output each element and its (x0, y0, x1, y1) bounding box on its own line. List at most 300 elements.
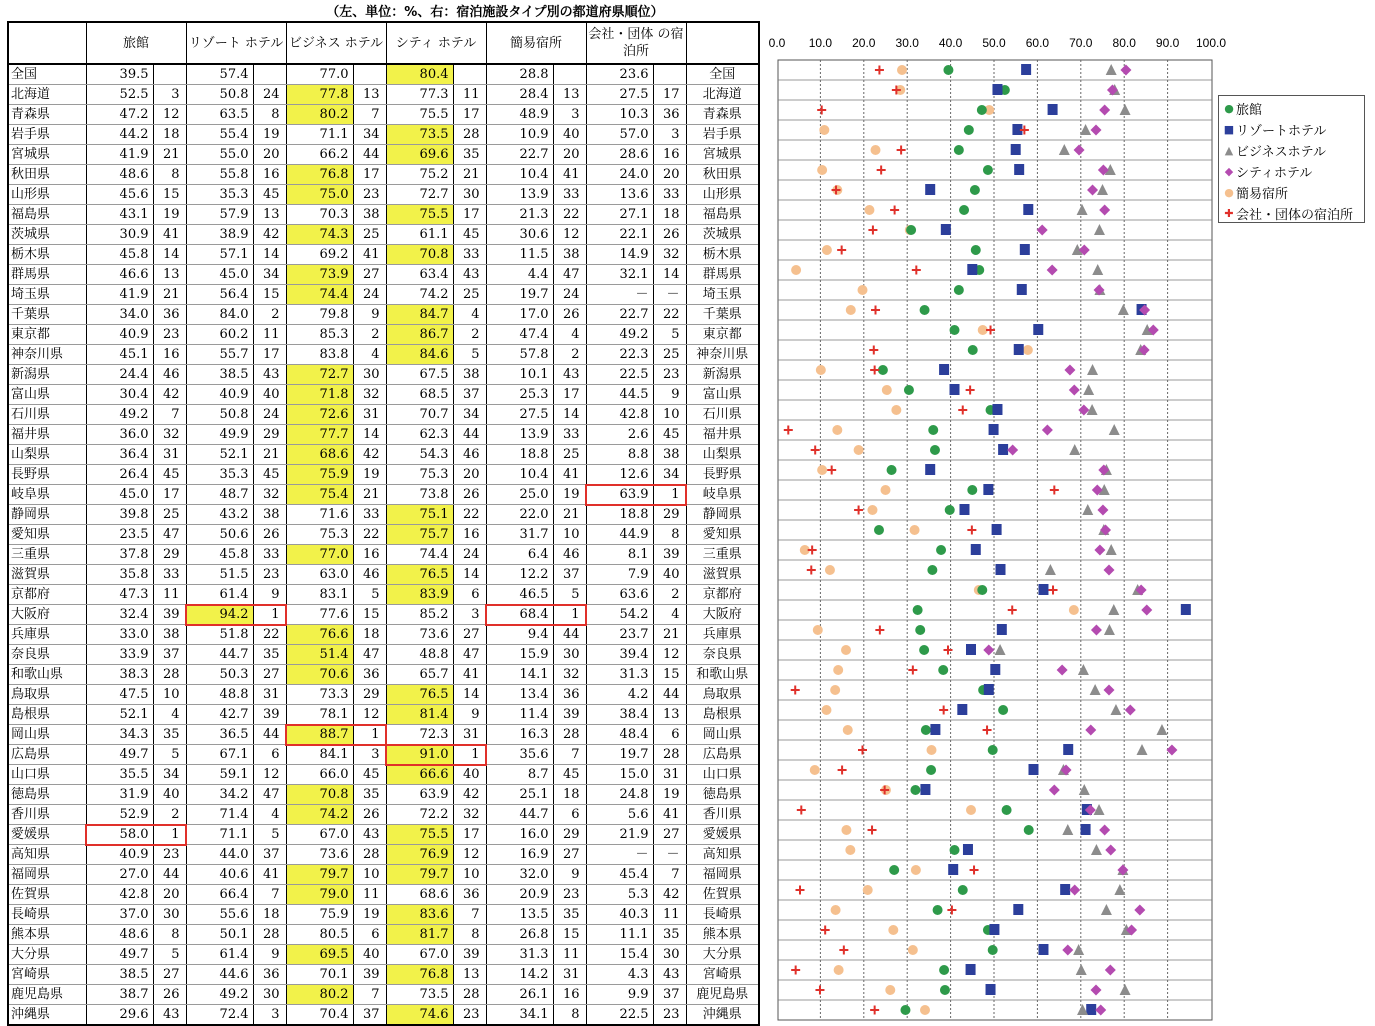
rank-cell: 34 (353, 125, 386, 145)
percent-cell: 70.3 (286, 205, 353, 225)
rank-cell: 2 (553, 345, 586, 365)
data-table (7, 21, 760, 1026)
rank-cell: 38 (653, 445, 686, 465)
prefecture-name: 徳島県 (8, 785, 86, 805)
circle-icon: ● (1224, 102, 1234, 115)
rank-cell: 36 (553, 685, 586, 705)
percent-cell: 30.4 (86, 385, 153, 405)
percent-cell: 5.6 (586, 805, 653, 825)
prefecture-name: 愛知県 (8, 525, 86, 545)
percent-cell: 76.9 (386, 845, 453, 865)
percent-cell: 26.4 (86, 465, 153, 485)
percent-cell: 79.7 (386, 865, 453, 885)
percent-cell: 28.8 (486, 64, 553, 85)
rank-cell: 47 (253, 785, 286, 805)
rank-cell: 14 (153, 245, 186, 265)
data-point-kani (817, 165, 827, 175)
percent-cell: 57.8 (486, 345, 553, 365)
prefecture-name: 福岡県 (8, 865, 86, 885)
percent-cell: 4.3 (586, 965, 653, 985)
percent-cell: 35.3 (186, 465, 253, 485)
percent-cell: 35.8 (86, 565, 153, 585)
percent-cell: 55.0 (186, 145, 253, 165)
rank-cell: 3 (253, 1005, 286, 1026)
percent-cell: 43.1 (86, 205, 153, 225)
percent-cell: 38.9 (186, 225, 253, 245)
percent-cell: 34.1 (486, 1005, 553, 1026)
rank-cell (353, 64, 386, 85)
percent-cell: 48.6 (86, 165, 153, 185)
rank-cell: 46 (553, 545, 586, 565)
rank-cell: 3 (653, 125, 686, 145)
prefecture-name-right: 愛媛県 (686, 825, 759, 845)
rank-cell: 22 (653, 305, 686, 325)
data-point-ryokan (915, 625, 925, 635)
data-point-resort (971, 544, 981, 555)
data-point-ryokan (878, 365, 888, 375)
rank-cell: 41 (653, 805, 686, 825)
percent-cell: 75.7 (386, 525, 453, 545)
table-row (8, 885, 759, 905)
percent-cell: 80.2 (286, 985, 353, 1005)
prefecture-name: 静岡県 (8, 505, 86, 525)
percent-cell: 77.0 (286, 545, 353, 565)
prefecture-name-right: 茨城県 (686, 225, 759, 245)
rank-cell (153, 64, 186, 85)
table-row (8, 505, 759, 525)
triangle-icon: ▲ (1224, 144, 1234, 157)
prefecture-name-right: 新潟県 (686, 365, 759, 385)
rank-cell: 40 (453, 765, 486, 785)
rank-cell: 45 (153, 465, 186, 485)
rank-cell: 27 (453, 625, 486, 645)
rank-cell: 33 (253, 545, 286, 565)
x-tick-label: 10.0 (808, 36, 833, 50)
prefecture-name: 茨城県 (8, 225, 86, 245)
percent-cell: － (586, 285, 653, 305)
rank-cell: 46 (353, 565, 386, 585)
percent-cell: 21.9 (586, 825, 653, 845)
prefecture-name-right: 山梨県 (686, 445, 759, 465)
data-point-resort (989, 424, 999, 435)
percent-cell: 61.1 (386, 225, 453, 245)
rank-cell: 41 (553, 465, 586, 485)
data-point-ryokan (983, 165, 993, 175)
rank-cell: 26 (153, 985, 186, 1005)
rank-cell: 34 (253, 265, 286, 285)
prefecture-name: 全国 (8, 64, 86, 85)
percent-cell: 72.2 (386, 805, 453, 825)
prefecture-name-right: 栃木県 (686, 245, 759, 265)
percent-cell: 73.6 (386, 625, 453, 645)
prefecture-name: 佐賀県 (8, 885, 86, 905)
table-row (8, 645, 759, 665)
prefecture-name-right: 群馬県 (686, 265, 759, 285)
percent-cell: 45.6 (86, 185, 153, 205)
percent-cell: 44.2 (86, 125, 153, 145)
legend-label: シティホテル (1236, 166, 1313, 181)
percent-cell: 68.5 (386, 385, 453, 405)
percent-cell: 48.8 (186, 685, 253, 705)
rank-cell: 6 (453, 585, 486, 605)
rank-cell: 33 (353, 505, 386, 525)
percent-cell: 75.3 (386, 465, 453, 485)
rank-cell: 16 (553, 985, 586, 1005)
header-city-hotel: シティ ホテル (386, 22, 486, 64)
table-row (8, 405, 759, 425)
percent-cell: 45.4 (586, 865, 653, 885)
percent-cell: 62.3 (386, 425, 453, 445)
table-row (8, 425, 759, 445)
percent-cell: 78.1 (286, 705, 353, 725)
legend-label: リゾートホテル (1236, 124, 1327, 139)
percent-cell: 22.7 (486, 145, 553, 165)
rank-cell: 41 (153, 225, 186, 245)
legend-item (1223, 182, 1360, 203)
rank-cell: 26 (653, 225, 686, 245)
percent-cell: 73.9 (286, 265, 353, 285)
data-point-ryokan (967, 485, 977, 495)
data-point-resort (996, 564, 1006, 575)
data-point-ryokan (913, 605, 923, 615)
data-point-kani (920, 1005, 930, 1015)
percent-cell: 72.7 (286, 365, 353, 385)
table-row (8, 625, 759, 645)
rank-cell: 10 (653, 405, 686, 425)
percent-cell: 48.9 (486, 105, 553, 125)
percent-cell: 84.7 (386, 305, 453, 325)
rank-cell: 15 (353, 605, 386, 625)
rank-cell: 43 (553, 365, 586, 385)
data-point-ryokan (926, 765, 936, 775)
percent-cell: 76.5 (386, 565, 453, 585)
data-point-resort (925, 184, 935, 195)
data-point-resort (950, 384, 960, 395)
percent-cell: 20.9 (486, 885, 553, 905)
prefecture-name-right: 京都府 (686, 585, 759, 605)
percent-cell: 73.5 (386, 125, 453, 145)
data-point-resort (984, 684, 994, 695)
rank-cell: 12 (153, 105, 186, 125)
rank-cell: 16 (353, 545, 386, 565)
data-point-ryokan (950, 845, 960, 855)
rank-cell (453, 64, 486, 85)
rank-cell: 25 (453, 285, 486, 305)
percent-cell: 75.5 (386, 105, 453, 125)
rank-cell: 35 (253, 645, 286, 665)
rank-cell: 7 (253, 885, 286, 905)
rank-cell: 41 (553, 165, 586, 185)
rank-cell: 32 (653, 245, 686, 265)
percent-cell: 10.3 (586, 105, 653, 125)
rank-cell: 6 (553, 805, 586, 825)
rank-cell: － (653, 845, 686, 865)
rank-cell: 7 (653, 865, 686, 885)
rank-cell: 24 (453, 545, 486, 565)
data-point-kani (911, 865, 921, 875)
prefecture-name: 和歌山県 (8, 665, 86, 685)
rank-cell: 17 (353, 165, 386, 185)
data-point-ryokan (958, 885, 968, 895)
rank-cell: 8 (553, 1005, 586, 1026)
rank-cell: 39 (453, 945, 486, 965)
percent-cell: 29.6 (86, 1005, 153, 1026)
data-point-ryokan (904, 385, 914, 395)
percent-cell: 55.8 (186, 165, 253, 185)
percent-cell: 31.9 (86, 785, 153, 805)
legend-item (1223, 140, 1360, 161)
rank-cell: 14 (453, 685, 486, 705)
rank-cell: 36 (253, 965, 286, 985)
rank-cell: 8 (153, 165, 186, 185)
prefecture-name-right: 千葉県 (686, 305, 759, 325)
data-point-ryokan (970, 185, 980, 195)
rank-cell: 8 (453, 925, 486, 945)
prefecture-name: 岡山県 (8, 725, 86, 745)
data-point-resort (1060, 884, 1070, 895)
prefecture-name-right: 青森県 (686, 105, 759, 125)
rank-cell: 31 (453, 725, 486, 745)
data-point-ryokan (1024, 825, 1034, 835)
percent-cell: 75.4 (286, 485, 353, 505)
rank-cell: 6 (653, 725, 686, 745)
percent-cell: 91.0 (386, 745, 453, 765)
percent-cell: 68.4 (486, 605, 553, 625)
rank-cell: 37 (353, 1005, 386, 1026)
prefecture-name-right: 三重県 (686, 545, 759, 565)
percent-cell: 57.4 (186, 64, 253, 85)
rank-cell: 7 (353, 985, 386, 1005)
percent-cell: 30.9 (86, 225, 153, 245)
prefecture-name: 群馬県 (8, 265, 86, 285)
data-point-ryokan (954, 145, 964, 155)
table-row (8, 485, 759, 505)
rank-cell: 19 (353, 905, 386, 925)
rank-cell: 3 (453, 605, 486, 625)
x-tick-label: 100.0 (1195, 36, 1227, 50)
prefecture-name-right: 富山県 (686, 385, 759, 405)
percent-cell: 72.6 (286, 405, 353, 425)
rank-cell: 28 (453, 125, 486, 145)
prefecture-name-right: 徳島県 (686, 785, 759, 805)
data-point-ryokan (887, 465, 897, 475)
data-point-kani (832, 425, 842, 435)
percent-cell: 94.2 (186, 605, 253, 625)
data-point-kani (885, 985, 895, 995)
prefecture-name: 青森県 (8, 105, 86, 125)
prefecture-name-right: 神奈川県 (686, 345, 759, 365)
percent-cell: 84.6 (386, 345, 453, 365)
data-point-ryokan (945, 505, 955, 515)
data-point-ryokan (954, 285, 964, 295)
percent-cell: 66.0 (286, 765, 353, 785)
rank-cell: 4 (253, 805, 286, 825)
percent-cell: 24.4 (86, 365, 153, 385)
percent-cell: 77.7 (286, 425, 353, 445)
legend-item (1223, 98, 1360, 119)
percent-cell: 41.9 (86, 145, 153, 165)
rank-cell: 45 (553, 765, 586, 785)
percent-cell: 39.4 (586, 645, 653, 665)
rank-cell: 45 (253, 185, 286, 205)
x-tick-label: 50.0 (982, 36, 1006, 50)
rank-cell: 11 (353, 885, 386, 905)
percent-cell: 49.2 (186, 985, 253, 1005)
data-point-resort (1014, 344, 1024, 355)
prefecture-name-right: 宮城県 (686, 145, 759, 165)
rank-cell: 11 (553, 945, 586, 965)
percent-cell: 63.0 (286, 565, 353, 585)
rank-cell: 7 (353, 105, 386, 125)
data-point-resort (1033, 324, 1043, 335)
data-point-kani (791, 265, 801, 275)
percent-cell: 31.7 (486, 525, 553, 545)
percent-cell: 36.0 (86, 425, 153, 445)
rank-cell: 18 (353, 625, 386, 645)
data-point-ryokan (889, 865, 899, 875)
percent-cell: 36.4 (86, 445, 153, 465)
percent-cell: － (586, 845, 653, 865)
rank-cell: 34 (453, 405, 486, 425)
rank-cell: 22 (553, 205, 586, 225)
data-point-kani (863, 885, 873, 895)
percent-cell: 50.8 (186, 85, 253, 105)
prefecture-name: 京都府 (8, 585, 86, 605)
percent-cell: 63.9 (386, 785, 453, 805)
rank-cell: 27 (353, 265, 386, 285)
percent-cell: 6.4 (486, 545, 553, 565)
x-tick-label: 40.0 (938, 36, 963, 50)
rank-cell: 38 (353, 205, 386, 225)
percent-cell: 71.4 (186, 805, 253, 825)
percent-cell: 16.3 (486, 725, 553, 745)
percent-cell: 73.3 (286, 685, 353, 705)
percent-cell: 46.5 (486, 585, 553, 605)
percent-cell: 14.9 (586, 245, 653, 265)
rank-cell: 1 (353, 725, 386, 745)
percent-cell: 70.4 (286, 1005, 353, 1026)
data-point-resort (967, 264, 977, 275)
percent-cell: 70.1 (286, 965, 353, 985)
rank-cell: 8 (653, 525, 686, 545)
data-point-kani (846, 305, 856, 315)
prefecture-name-right: 全国 (686, 64, 759, 85)
rank-cell: 25 (553, 445, 586, 465)
percent-cell: 34.0 (86, 305, 153, 325)
percent-cell: 42.8 (86, 885, 153, 905)
percent-cell: 13.9 (486, 185, 553, 205)
percent-cell: 70.6 (286, 665, 353, 685)
percent-cell: 8.1 (586, 545, 653, 565)
percent-cell: 67.5 (386, 365, 453, 385)
prefecture-name-right: 島根県 (686, 705, 759, 725)
rank-cell: 9 (253, 585, 286, 605)
rank-cell: 37 (153, 645, 186, 665)
data-point-kani (910, 525, 920, 535)
percent-cell: 19.7 (586, 745, 653, 765)
percent-cell: 35.5 (86, 765, 153, 785)
rank-cell: 3 (553, 105, 586, 125)
rank-cell: 23 (253, 565, 286, 585)
plus-icon: ✚ (1224, 207, 1234, 220)
data-point-resort (1048, 104, 1058, 115)
data-point-kani (821, 705, 831, 715)
percent-cell: 16.9 (486, 845, 553, 865)
prefecture-name-right: 岐阜県 (686, 485, 759, 505)
data-point-ryokan (920, 305, 930, 315)
percent-cell: 74.4 (386, 545, 453, 565)
percent-cell: 83.1 (286, 585, 353, 605)
table-body (8, 64, 759, 1025)
data-point-ryokan (919, 645, 929, 655)
rank-cell: 28 (353, 845, 386, 865)
prefecture-name-right: 岡山県 (686, 725, 759, 745)
rank-cell: 27 (253, 665, 286, 685)
legend-item (1223, 161, 1360, 182)
rank-cell: 19 (353, 465, 386, 485)
rank-cell: 47 (353, 645, 386, 665)
rank-cell: 37 (253, 845, 286, 865)
percent-cell: 84.0 (186, 305, 253, 325)
prefecture-name: 山形県 (8, 185, 86, 205)
table-row (8, 605, 759, 625)
rank-cell: 4 (153, 705, 186, 725)
rank-cell: 33 (653, 185, 686, 205)
percent-cell: 61.4 (186, 585, 253, 605)
percent-cell: 47.4 (486, 325, 553, 345)
rank-cell: 25 (653, 345, 686, 365)
percent-cell: 81.4 (386, 705, 453, 725)
rank-cell: 29 (553, 825, 586, 845)
percent-cell: 22.5 (586, 365, 653, 385)
legend-item (1223, 203, 1360, 224)
rank-cell: 9 (253, 945, 286, 965)
rank-cell: 2 (253, 305, 286, 325)
data-point-kani (891, 405, 901, 415)
prefecture-name-right: 滋賀県 (686, 565, 759, 585)
percent-cell: 36.5 (186, 725, 253, 745)
percent-cell: 40.9 (86, 325, 153, 345)
rank-cell: 35 (353, 785, 386, 805)
percent-cell: 74.2 (386, 285, 453, 305)
rank-cell: 13 (153, 265, 186, 285)
data-point-kani (822, 245, 832, 255)
prefecture-name: 新潟県 (8, 365, 86, 385)
percent-cell: 50.3 (186, 665, 253, 685)
percent-cell: 51.4 (286, 645, 353, 665)
rank-cell: 40 (653, 565, 686, 585)
rank-cell: 13 (453, 965, 486, 985)
prefecture-name: 長崎県 (8, 905, 86, 925)
data-point-kani (871, 145, 881, 155)
rank-cell: 5 (553, 585, 586, 605)
rank-cell: － (653, 285, 686, 305)
percent-cell: 11.1 (586, 925, 653, 945)
data-point-ryokan (977, 585, 987, 595)
rank-cell: 5 (153, 745, 186, 765)
rank-cell: 30 (253, 985, 286, 1005)
rank-cell: 12 (653, 645, 686, 665)
percent-cell: 24.8 (586, 785, 653, 805)
percent-cell: 52.5 (86, 85, 153, 105)
percent-cell: 15.9 (486, 645, 553, 665)
data-point-kani (813, 625, 823, 635)
prefecture-name: 三重県 (8, 545, 86, 565)
rank-cell: 18 (553, 785, 586, 805)
percent-cell: 48.6 (86, 925, 153, 945)
rank-cell: 21 (353, 485, 386, 505)
percent-cell: 44.0 (186, 845, 253, 865)
